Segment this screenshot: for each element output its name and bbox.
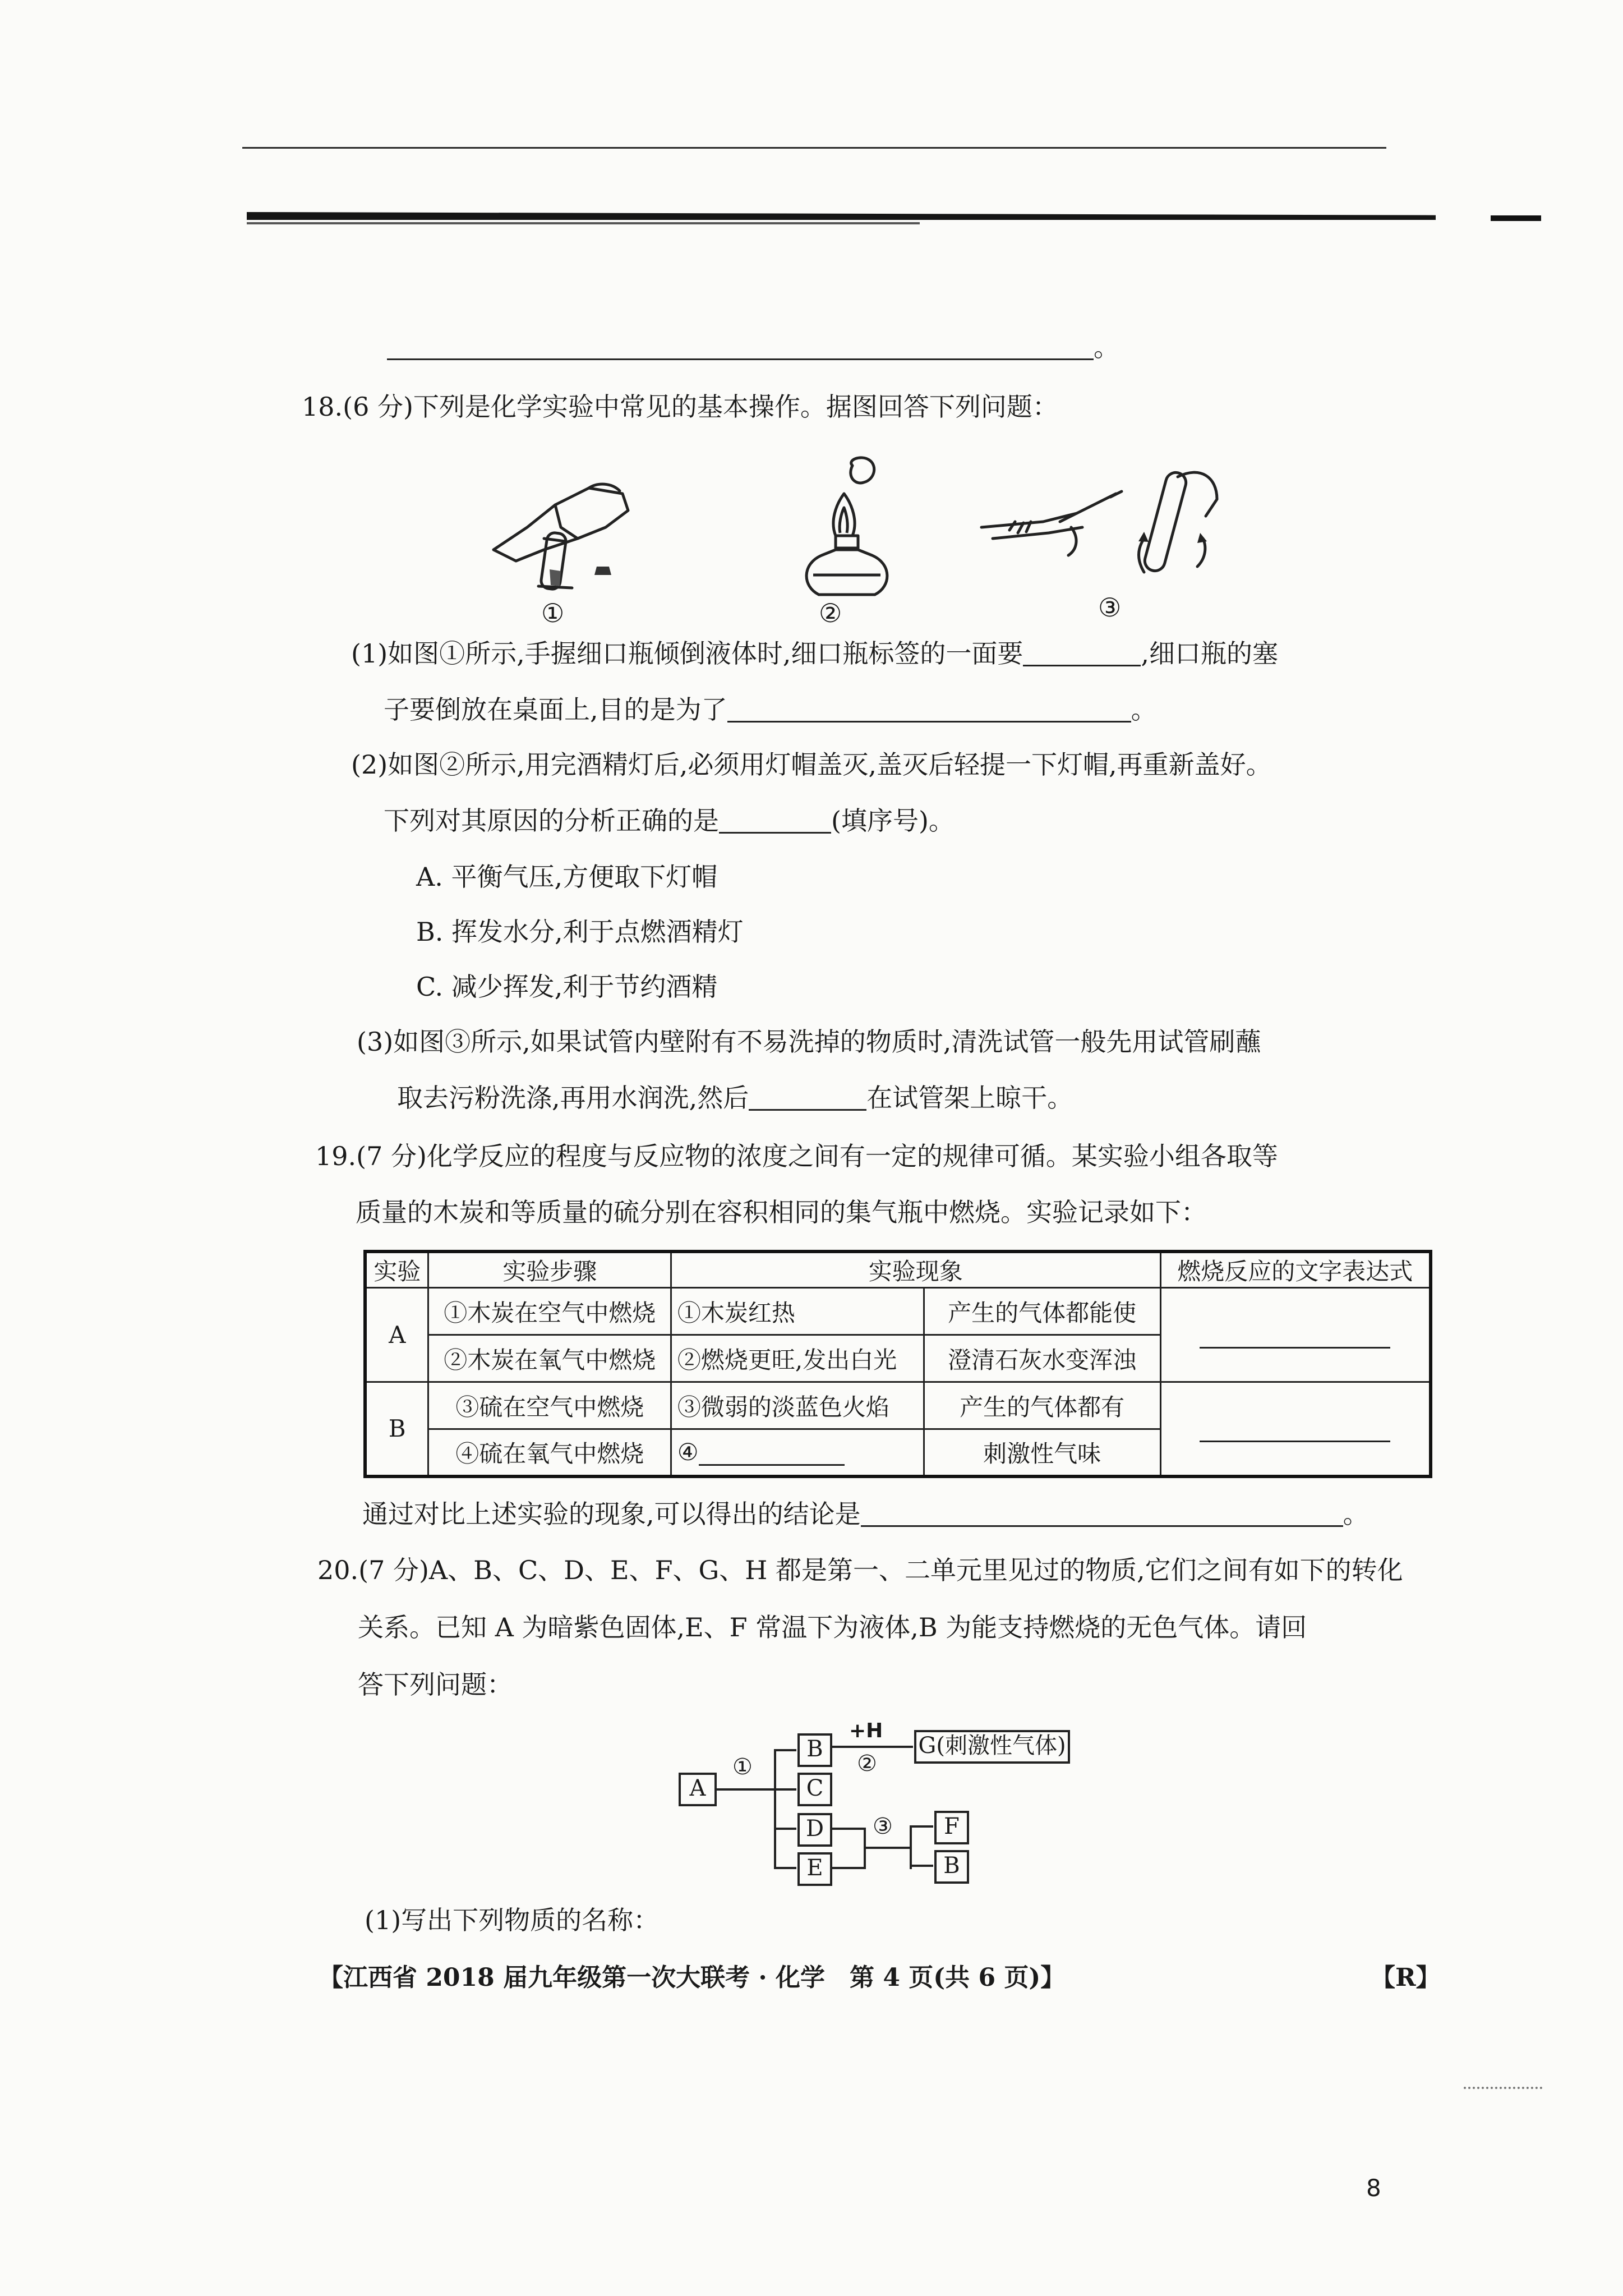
q18-p2-line2: 下列对其原因的分析正确的是 (填序号)。 <box>384 806 955 836</box>
observation-2: ②燃烧更旺,发出白光 <box>671 1335 924 1382</box>
arrow-a-out <box>717 1788 775 1791</box>
reaction-1-label: ① <box>732 1754 753 1780</box>
group-b-label: B <box>365 1382 428 1476</box>
q20-p1: (1)写出下列物质的名称： <box>365 1905 660 1935</box>
q18-p1-blank1[interactable] <box>1023 642 1141 666</box>
branch-b <box>774 1749 796 1751</box>
branch-b-product <box>910 1865 933 1867</box>
dotted-edge <box>1464 2087 1542 2089</box>
header-steps: 实验步骤 <box>428 1251 671 1288</box>
q18-p2-blank[interactable] <box>719 809 831 834</box>
group-a-equation-cell[interactable] <box>1160 1288 1431 1382</box>
node-b: B <box>797 1733 832 1767</box>
q19-conclusion: 通过对比上述实验的现象,可以得出的结论是 。 <box>362 1499 1369 1529</box>
header-equation: 燃烧反应的文字表达式 <box>1160 1251 1431 1288</box>
header-rule <box>242 147 1386 149</box>
pouring-liquid-figure <box>477 466 645 595</box>
q20-stem-line2: 关系。已知 A 为暗紫色固体,E、F 常温下为液体,B 为能支持燃烧的无色气体。请回 <box>358 1612 1307 1642</box>
group-b-common-1: 产生的气体都有 <box>924 1382 1160 1429</box>
q19-conclusion-blank[interactable] <box>861 1503 1343 1527</box>
step-4: ④硫在氧气中燃烧 <box>428 1429 671 1476</box>
q19-stem-line1: 19.(7 分)化学反应的程度与反应物的浓度之间有一定的规律可循。某实验小组各取等 <box>315 1141 1278 1171</box>
group-b-equation-blank[interactable] <box>1200 1421 1390 1442</box>
table-row <box>365 1382 1431 1429</box>
products-split <box>910 1825 912 1869</box>
q18-option-c: C. 减少挥发,利于节约酒精 <box>416 972 718 1002</box>
node-f: F <box>934 1811 969 1844</box>
q17-answer-line: 。 <box>387 334 1119 360</box>
node-g: G(刺激性气体) <box>914 1730 1070 1764</box>
step-1: ①木炭在空气中燃烧 <box>428 1288 671 1335</box>
q18-p3-blank[interactable] <box>749 1087 866 1111</box>
node-b-product: B <box>934 1850 969 1884</box>
figure-2-label: ② <box>819 598 842 628</box>
q18-p2-line1: (2)如图②所示,用完酒精灯后,必须用灯帽盖灭,盖灭后轻提一下灯帽,再重新盖好。 <box>351 749 1272 780</box>
q20-stem-line3: 答下列问题： <box>358 1669 513 1700</box>
node-c: C <box>797 1773 832 1806</box>
node-d: D <box>797 1813 832 1847</box>
q18-p3-line1: (3)如图③所示,如果试管内壁附有不易洗掉的物质时,清洗试管一般先用试管刷蘸 <box>357 1027 1261 1057</box>
e-out <box>831 1867 865 1869</box>
arrow-b-to-g <box>831 1746 913 1748</box>
q18-p1-blank2[interactable] <box>727 698 1131 723</box>
alcohol-lamp-figure <box>791 454 903 600</box>
observation-4: ④ <box>671 1429 924 1476</box>
edge-mark <box>1491 215 1541 221</box>
footer-exam-info: 【江西省 2018 届九年级第一次大联考 · 化学 第 4 页(共 6 页)】 <box>319 1963 1066 1992</box>
header-thick-bar-shadow <box>247 222 920 224</box>
node-e: E <box>797 1852 832 1886</box>
step-3: ③硫在空气中燃烧 <box>428 1382 671 1429</box>
q20-stem-line1: 20.(7 分)A、B、C、D、E、F、G、H 都是第一、二单元里见过的物质,它们之间有如下的转化 <box>317 1555 1403 1585</box>
q18-stem: 18.(6 分)下列是化学实验中常见的基本操作。据图回答下列问题： <box>302 392 1058 422</box>
q18-p1-line1: (1)如图①所示,手握细口瓶倾倒液体时,细口瓶标签的一面要 ,细口瓶的塞 <box>351 638 1279 669</box>
q18-p1-line2: 子要倒放在桌面上,目的是为了 。 <box>384 694 1157 725</box>
figure-1-label: ① <box>541 598 565 628</box>
observation-1: ①木炭红热 <box>671 1288 924 1335</box>
reaction-2-label: ② <box>857 1751 877 1777</box>
branch-d <box>774 1828 796 1830</box>
q17-blank[interactable] <box>387 336 1094 360</box>
header-thick-bar <box>247 212 1436 220</box>
branch-e <box>774 1867 796 1869</box>
table-row <box>365 1288 1431 1335</box>
q18-option-a: A. 平衡气压,方便取下灯帽 <box>416 862 718 892</box>
experiment-table <box>363 1250 1432 1478</box>
branch-c <box>774 1788 796 1791</box>
observation-3: ③微弱的淡蓝色火焰 <box>671 1382 924 1429</box>
group-a-common-2: 澄清石灰水变浑浊 <box>924 1335 1160 1382</box>
q18-p3-line2: 取去污粉洗涤,再用水润洗,然后 在试管架上晾干。 <box>397 1083 1073 1113</box>
branch-f <box>910 1825 933 1828</box>
figure-3-label: ③ <box>1098 592 1122 623</box>
group-a-label: A <box>365 1288 428 1382</box>
header-observations: 实验现象 <box>671 1251 1160 1288</box>
node-a: A <box>679 1773 717 1806</box>
plus-h-label: +H <box>849 1719 883 1742</box>
d-out <box>831 1828 865 1830</box>
q18-option-b: B. 挥发水分,利于点燃酒精灯 <box>416 917 744 947</box>
header-experiment: 实验 <box>365 1251 428 1288</box>
group-a-common-1: 产生的气体都能使 <box>924 1288 1160 1335</box>
group-b-common-2: 刺激性气味 <box>924 1429 1160 1476</box>
table-header-row <box>365 1251 1431 1288</box>
step-2: ②木炭在氧气中燃烧 <box>428 1335 671 1382</box>
reaction-3-label: ③ <box>873 1814 893 1839</box>
group-b-equation-cell[interactable] <box>1160 1382 1431 1476</box>
page-number: 8 <box>1366 2174 1381 2202</box>
arrow-de-to-products <box>864 1847 911 1849</box>
q19-stem-line2: 质量的木炭和等质量的硫分别在容积相同的集气瓶中燃烧。实验记录如下： <box>356 1197 1207 1227</box>
group-a-equation-blank[interactable] <box>1200 1328 1390 1349</box>
test-tube-cleaning-figure <box>976 460 1223 595</box>
splitter-vertical <box>774 1749 776 1868</box>
observation-4-blank[interactable] <box>699 1445 845 1466</box>
footer-version: 【R】 <box>1371 1963 1441 1992</box>
